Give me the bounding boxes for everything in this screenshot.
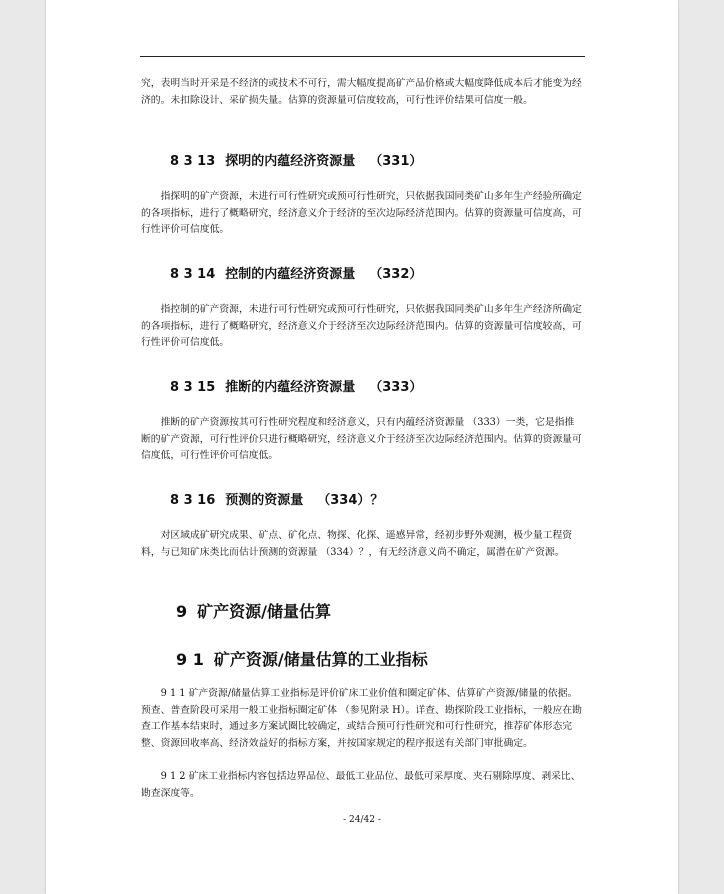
subchapter-number: 9 1	[176, 650, 204, 669]
paragraph-9-1-1: 9 1 1 矿产资源/储量估算工业指标是评价矿床工业价值和圈定矿体、估算矿产资源/储量的依据。预查、普查阶段可采用一般工业指标圈定矿体 （参见附录 H）。详查、勘探阶段工业指标，一般应在勘查工作基本结束时，通过多方案试圈比较确定，或结合预可行性研究和可行性研究，推荐矿体形态完整、资源回收率高、经济效益好的指标方案，并按国家规定的程序报送有关部门审批确定。	[141, 688, 582, 749]
section-heading-8-3-14	[170, 263, 422, 282]
section-title: 推断的内蕴经济资源量	[225, 380, 356, 395]
chapter-title: 矿产资源/储量估算	[197, 602, 331, 621]
section-code: （331）	[369, 154, 423, 169]
chapter-heading	[176, 599, 331, 622]
section-code: （333）	[369, 380, 423, 395]
section-code: （332）	[369, 267, 423, 282]
intro-paragraph: 究，表明当时开采是不经济的或技术不可行，需大幅度提高矿产品价格或大幅度降低成本后才能变为经济的。未扣除设计、采矿损失量。估算的资源量可信度较高，可行性评价结果可信度一般。	[141, 78, 582, 106]
section-number: 8 3 14	[170, 267, 216, 282]
chapter-number: 9	[176, 602, 188, 621]
section-title: 探明的内蕴经济资源量	[225, 154, 356, 169]
section-body-8-3-13: 指探明的矿产资源，未进行可行性研究或预可行性研究，只依据我国同类矿山多年生产经验所确定的各项指标，进行了概略研究，经济意义介于经济的至次边际经济范围内。估算的资源量可信度高，可行性评价可信度低。	[141, 191, 582, 235]
section-title: 预测的资源量	[225, 493, 304, 508]
header-rule	[140, 56, 585, 57]
section-code: （334）？	[317, 493, 384, 508]
section-heading-8-3-15	[170, 376, 422, 395]
section-heading-8-3-16	[170, 489, 383, 508]
subchapter-heading	[176, 647, 428, 670]
section-body-8-3-15: 推断的矿产资源按其可行性研究程度和经济意义，只有内蕴经济资源量 （333）一类，它是指推断的矿产资源，可行性评价只进行概略研究，经济意义介于经济至次边际经济范围内。估算的资源量可信度低，可行性评价可信度低。	[141, 417, 582, 461]
paragraph-9-1-2: 9 1 2 矿床工业指标内容包括边界品位、最低工业品位、最低可采厚度、夹石剔除厚度、剥采比、勘查深度等。	[141, 771, 581, 799]
document-page	[46, 0, 678, 894]
subchapter-title: 矿产资源/储量估算的工业指标	[213, 650, 428, 669]
section-body-8-3-16: 对区域成矿研究成果、矿点、矿化点、物探、化探、遥感异常，经初步野外观测，极少量工程资料，与已知矿床类比而估计预测的资源量 （334）？，有无经济意义尚不确定，属潜在矿产资源。	[141, 530, 573, 558]
section-body-8-3-14: 指控制的矿产资源，未进行可行性研究或预可行性研究，只依据我国同类矿山多年生产经济所确定的各项指标，进行了概略研究，经济意义介于经济至次边际经济范围内。估算的资源量可信度较高，可行性评价可信度低。	[141, 304, 582, 348]
section-number: 8 3 13	[170, 154, 216, 169]
section-number: 8 3 15	[170, 380, 216, 395]
page-number: - 24/42 -	[343, 815, 381, 825]
section-title: 控制的内蕴经济资源量	[225, 267, 356, 282]
section-number: 8 3 16	[170, 493, 216, 508]
section-heading-8-3-13	[170, 150, 422, 169]
